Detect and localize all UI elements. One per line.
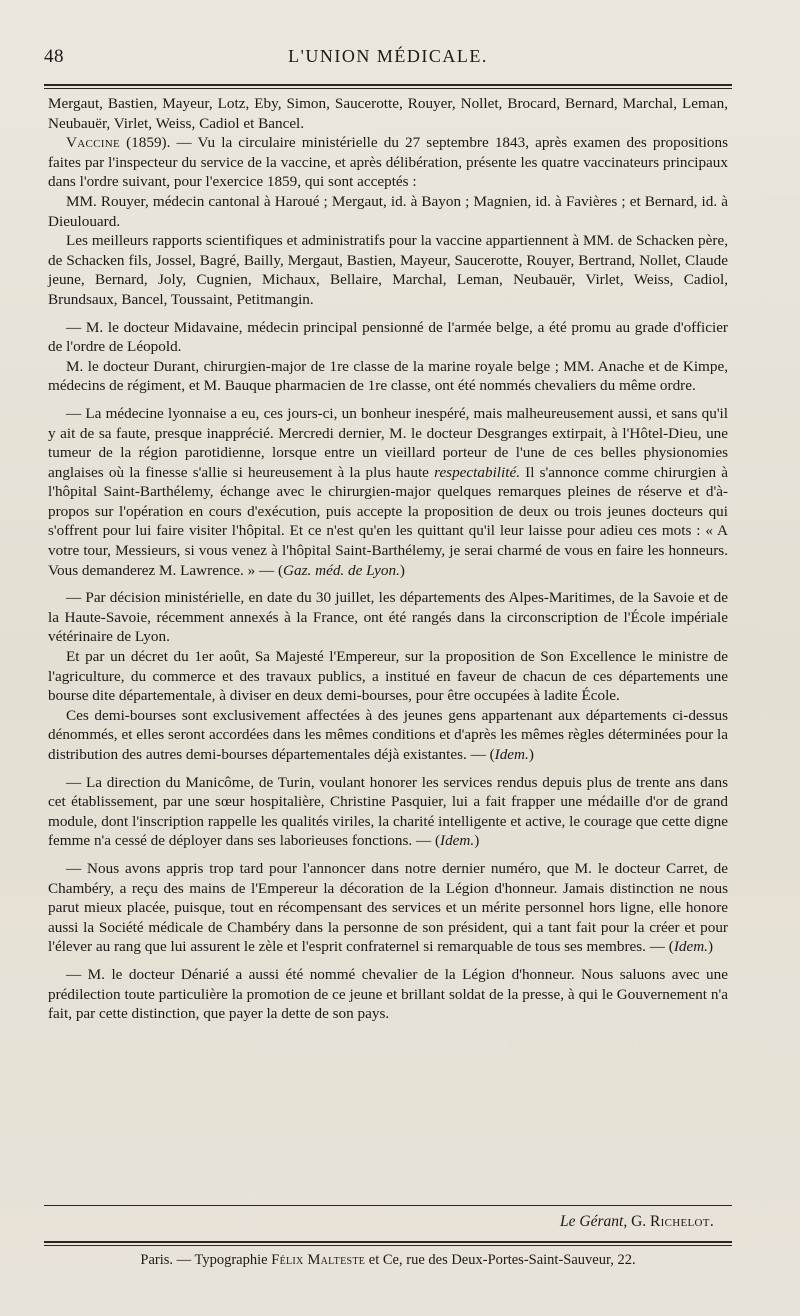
lawrence-text-a: — La médecine lyonnaise a eu, ces jours-ci, un bonheur inespéré, mais malheureusement aussi, et sans qu'il y ait de sa faute, presque inapprécié. Mercredi dernier, M. le docteur Desgranges extirpait, à l'Hôtel-Dieu, une tumeur de la région parotidienne, lorsque entre un vieillard porteur de l'une de ces belles physionomies anglaises où la finesse s'allie si heureusement à la plus haute (48, 404, 728, 481)
demi-bourses-text: Ces demi-bourses sont exclusivement affectées à des jeunes gens appartenant aux départements ci-dessus dénommés, et elles seront accordées dans les mêmes conditions et d'après les mêmes règles déterminées pour la distribution des autres demi-bourses départementales déjà existantes. — ( (48, 706, 728, 763)
printer-imprint (44, 1252, 732, 1269)
paragraph-vaccine (48, 133, 728, 192)
lawrence-emphasis: respectabilité. (434, 463, 520, 481)
demi-bourses-end: ) (528, 746, 534, 763)
lawrence-end: ) (399, 561, 405, 579)
carret-text: — Nous avons appris trop tard pour l'annoncer dans notre dernier numéro, que M. le docteur Carret, de Chambéry, a reçu des mains de l'Empereur la décoration de la Légion d'honneur. Jamais distinction ne nous parut mieux placée, puisque, tout en récompensant des services et un mérite personnel hors ligne, elle honore aussi la Société médicale de Chambéry dans la personne de son président, qui a tant fait pour la créer et pour l'élever au rang que lui assurent le zèle et l'esprit confraternel si remarquable de tous ses membres. — ( (48, 859, 728, 956)
gerant-signature (560, 1213, 714, 1231)
paragraph-carret (48, 859, 728, 957)
imprint-text-a: Paris. — Typographie (140, 1252, 272, 1268)
header-rule-thick (44, 84, 732, 86)
signature-initial: G. (627, 1213, 651, 1230)
footer-rule-thin (44, 1245, 732, 1246)
manicome-text: — La direction du Manicôme, de Turin, voulant honorer les services rendus depuis plus de trente ans dans cet établissement, par une sœur hospitalière, Christine Pasquier, lui a fait frapper une médaille d'or de grand module, dont l'inscription rappelle les qualités viriles, la charité intelligente et active, le courage que cette digne femme n'a cessé de déployer dans ses laborieuses fonctions. — ( (48, 773, 728, 850)
manicome-end: ) (474, 832, 480, 850)
imprint-text-b: et Ce, rue des Deux-Portes-Saint-Sauveur, 22. (365, 1252, 636, 1268)
manicome-source: Idem. (440, 832, 475, 850)
paragraph-member-list: Mergaut, Bastien, Mayeur, Lotz, Eby, Simon, Saucerotte, Rouyer, Nollet, Brocard, Bernard, Marchal, Leman, Neubauër, Virlet, Weiss, Cadiol et Bancel. (48, 95, 728, 132)
vaccine-heading: Vaccine (66, 134, 121, 152)
paragraph-vaccinators: MM. Rouyer, médecin cantonal à Haroué ; Mergaut, id. à Bayon ; Magnien, id. à Favières ; et Bernard, id. à Dieulouard. (48, 192, 728, 230)
paragraph-demi-bourses (48, 706, 728, 765)
page-header (44, 46, 732, 76)
article-body (48, 94, 728, 1024)
carret-end: ) (707, 938, 714, 956)
demi-bourses-source: Idem. (494, 746, 529, 763)
vaccine-text: (1859). — Vu la circulaire ministérielle du 27 septembre 1843, après examen des propositions faites par l'inspecteur du service de la vaccine, et après délibération, présente les quatre vaccinateurs principaux dans l'ordre suivant, pour l'exercice 1859, qui sont acceptés : (48, 134, 728, 191)
footer-rule-top (44, 1205, 732, 1206)
paragraph-departements: — Par décision ministérielle, en date du 30 juillet, les départements des Alpes-Maritimes, de la Savoie et de la Haute-Savoie, récemment annexés à la France, ont été rangés dans la circonscription de l'École impériale vétérinaire de Lyon. (48, 589, 728, 646)
lawrence-text-b: Il s'annonce comme chirurgien à l'hôpital Saint-Barthélemy, échange avec le chirurgien-major quelques remarques pleines de réserve et d'à-propos sur l'opération en cours d'exécution, puis accepte la proposition de deux ou trois jeunes docteurs qui s'offrent pour lui faire visiter l'hôpital. Et ce n'est qu'en les quittant qu'il leur laisse pour adieu ces mots : « A votre tour, Messieurs, si vous venez à l'hôpital Saint-Barthélemy, je serai charmé de vous en faire les honneurs. Vous demanderez M. Lawrence. » — ( (48, 463, 728, 579)
running-title: L'UNION MÉDICALE. (288, 46, 488, 66)
paragraph-midavaine: — M. le docteur Midavaine, médecin principal pensionné de l'armée belge, a été promu au grade d'officier de l'ordre de Léopold. (48, 318, 728, 356)
paragraph-decret: Et par un décret du 1er août, Sa Majesté l'Empereur, sur la proposition de Son Excellence le ministre de l'agriculture, du commerce et des travaux publics, a institué en faveur de chacun de ces départements une bourse dite départementale, à diviser en deux demi-bourses, pour être occupées à ladite École. (48, 648, 728, 705)
footer-rule-thick (44, 1241, 732, 1243)
paragraph-manicome (48, 773, 728, 851)
paragraph-reports: Les meilleurs rapports scientifiques et administratifs pour la vaccine appartiennent à MM. de Schacken père, de Schacken fils, Jossel, Bagré, Bailly, Mergaut, Bastien, Mayeur, Saucerotte, Rouyer, Bertrand, Nollet, Claude jeune, Bernard, Joly, Cugnien, Michaux, Bellaire, Marchal, Leman, Neubauër, Virlet, Weiss, Cadiol, Brundsaux, Bancel, Toussaint, Petitmangin. (48, 232, 728, 308)
page-number: 48 (44, 46, 64, 67)
header-rule-thin (44, 88, 732, 89)
carret-source: Idem. (673, 938, 708, 956)
signature-name: Richelot. (650, 1213, 714, 1230)
paragraph-denarie: — M. le docteur Dénarié a aussi été nommé chevalier de la Légion d'honneur. Nous saluons avec une prédilection toute particulière la promotion de ce jeune et brillant soldat de la presse, à qui le Gouvernement n'a fait, par cette distinction, que payer la dette de son pays. (48, 965, 728, 1023)
signature-role: Le Gérant, (560, 1213, 628, 1230)
imprint-printer-name: Félix Malteste (271, 1252, 366, 1268)
paragraph-durant: M. le docteur Durant, chirurgien-major de 1re classe de la marine royale belge ; MM. Anache et de Kimpe, médecins de régiment, et M. Bauque pharmacien de 1re classe, ont été nommés chevaliers du même ordre. (48, 357, 728, 395)
lawrence-source: Gaz. méd. de Lyon. (283, 561, 400, 579)
paragraph-lyon-lawrence (48, 404, 728, 580)
